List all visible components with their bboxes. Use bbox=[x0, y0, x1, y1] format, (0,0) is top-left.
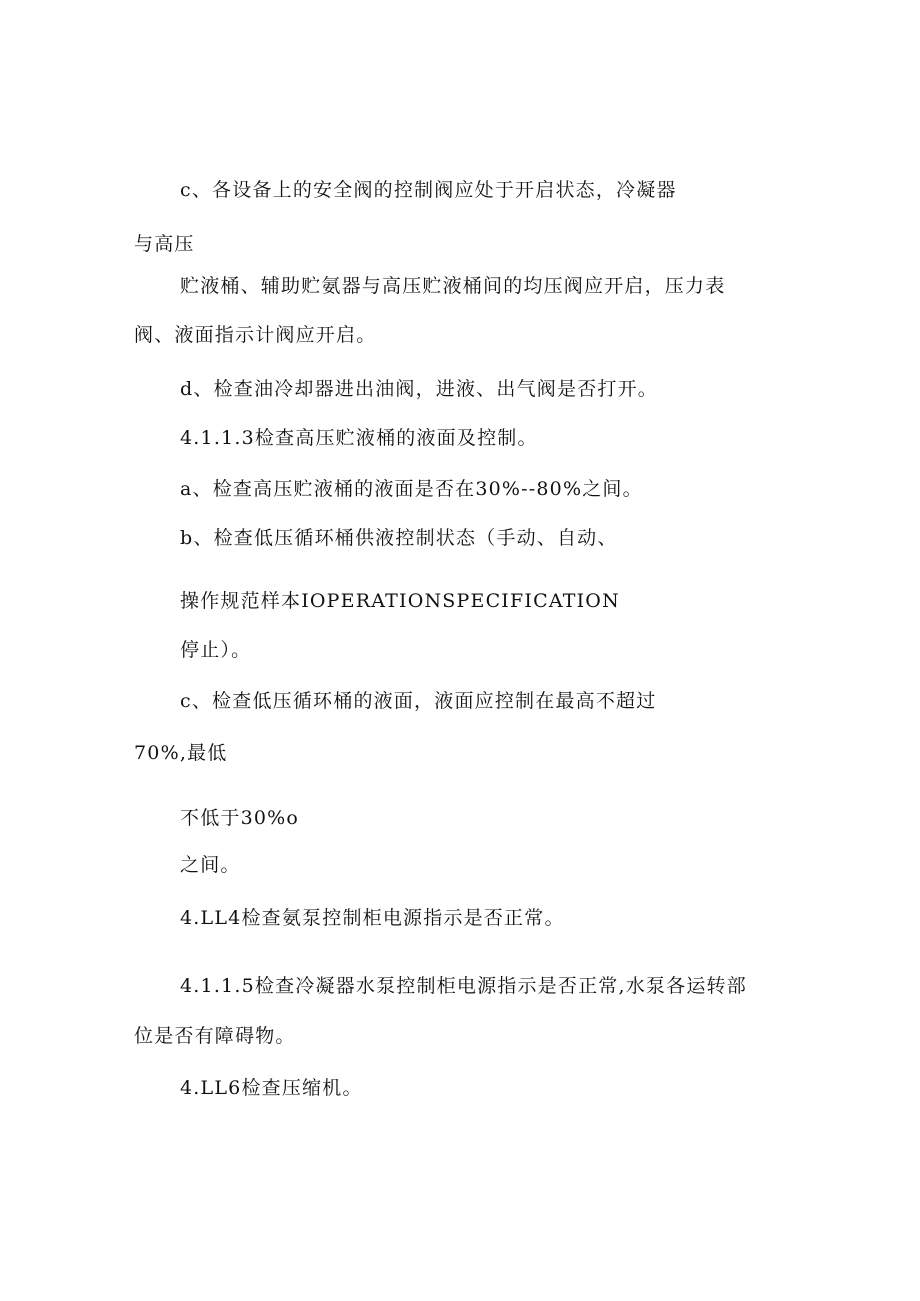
text-line: 不低于30%o bbox=[180, 807, 300, 829]
text-line: c、各设备上的安全阀的控制阀应处于开启状态，冷凝器 bbox=[180, 179, 677, 201]
section-heading: 4.LL4检查氨泵控制柜电源指示是否正常。 bbox=[180, 907, 565, 929]
text-line: 贮液桶、辅助贮氨器与高压贮液桶间的均压阀应开启，压力表 bbox=[180, 275, 726, 297]
text-line: b、检查低压循环桶供液控制状态（手动、自动、 bbox=[180, 527, 618, 549]
section-heading: 4.1.1.5检查冷凝器水泵控制柜电源指示是否正常,水泵各运转部 bbox=[180, 975, 747, 997]
text-line: a、检查高压贮液桶的液面是否在30%--80%之间。 bbox=[180, 478, 643, 500]
section-heading: 4.LL6检查压缩机。 bbox=[180, 1077, 363, 1099]
text-line: 70%,最低 bbox=[134, 742, 228, 764]
text-line: 与高压 bbox=[134, 233, 195, 255]
text-line: 位是否有障碍物。 bbox=[134, 1025, 296, 1047]
header-text: 操作规范样本IOPERATIONSPECIFICATION bbox=[180, 590, 620, 612]
text-line: d、检查油冷却器进出油阀，进液、出气阀是否打开。 bbox=[180, 378, 658, 400]
text-line: 停止）。 bbox=[180, 639, 252, 661]
section-heading: 4.1.1.3检查高压贮液桶的液面及控制。 bbox=[180, 427, 538, 449]
text-line: 之间。 bbox=[180, 854, 241, 876]
text-line: c、检查低压循环桶的液面，液面应控制在最高不超过 bbox=[180, 690, 657, 712]
text-line: 阀、液面指示计阀应开启。 bbox=[134, 324, 377, 346]
